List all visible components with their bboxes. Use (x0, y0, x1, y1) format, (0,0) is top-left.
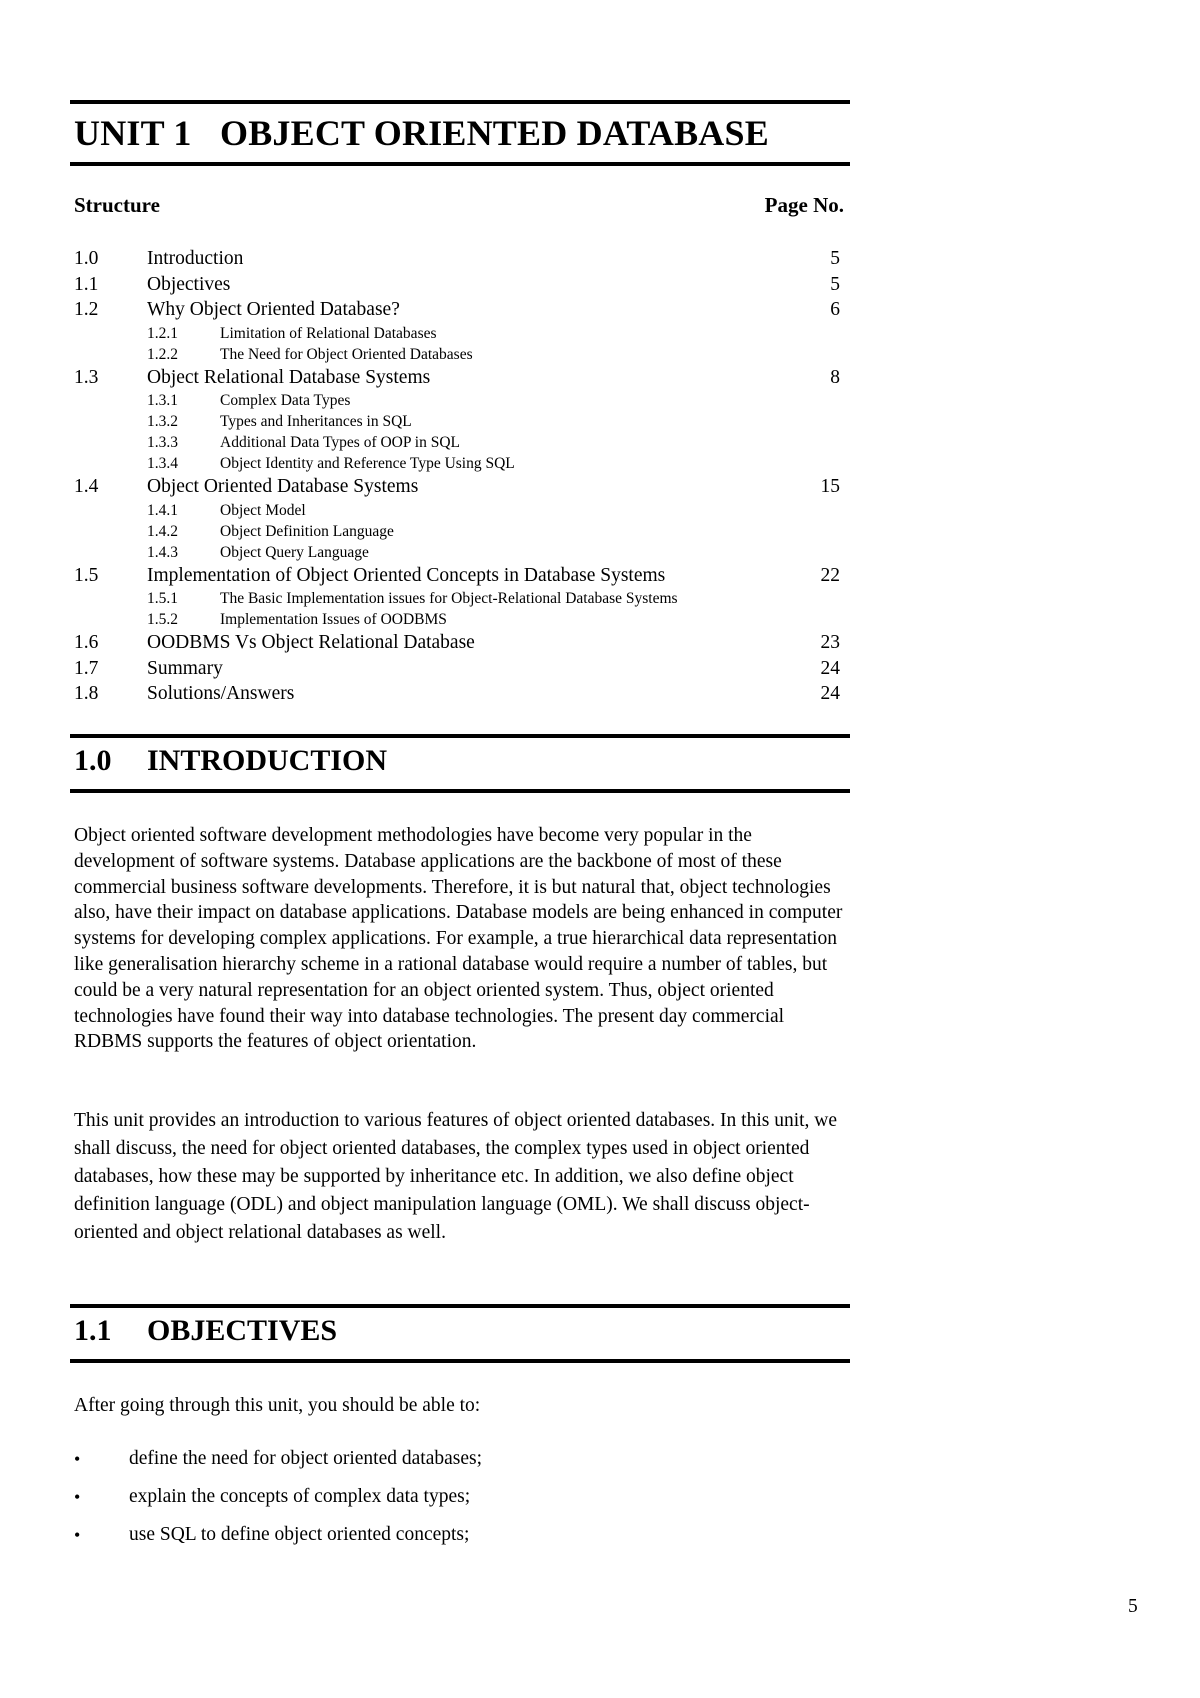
objective-item (74, 1522, 844, 1560)
toc-subentry-title: Object Model (220, 501, 306, 519)
toc-subentry (74, 390, 844, 411)
toc-entry-number: 1.6 (74, 632, 99, 653)
toc-entry (74, 246, 844, 272)
toc-subentry (74, 411, 844, 432)
toc-entry-page: 24 (820, 657, 840, 679)
toc-subentry-title: Limitation of Relational Databases (220, 324, 437, 342)
toc-entry-title: OODBMS Vs Object Relational Database (147, 632, 475, 653)
toc-subentry-title: Object Query Language (220, 543, 369, 561)
toc-entry-number: 1.3 (74, 366, 99, 388)
introduction-heading (74, 744, 387, 778)
toc-subentry-number: 1.3.1 (147, 392, 178, 409)
bullet-icon: • (74, 1525, 81, 1545)
unit-name: OBJECT ORIENTED DATABASE (220, 113, 769, 153)
unit-number: UNIT 1 (74, 113, 192, 153)
toc-subentry (74, 588, 844, 609)
toc-subentry-title: Types and Inheritances in SQL (220, 413, 412, 430)
toc-entry (74, 656, 844, 682)
toc-entry-title: Implementation of Object Oriented Concepts in Database Systems (147, 564, 666, 586)
toc-entry-number: 1.5 (74, 564, 99, 586)
toc-entry-page: 5 (830, 273, 840, 295)
toc-entry-number: 1.0 (74, 248, 99, 269)
structure-label: Structure (74, 193, 160, 217)
toc-entry (74, 681, 844, 707)
unit-title (74, 112, 769, 154)
objectives-heading (74, 1314, 337, 1348)
toc-entry (74, 474, 844, 500)
toc-subentry-title: The Need for Object Oriented Databases (220, 345, 473, 363)
objective-text: explain the concepts of complex data types; (129, 1486, 471, 1507)
toc-entry-number: 1.4 (74, 476, 99, 497)
toc-subentry (74, 500, 844, 521)
toc-subentry-title: Object Definition Language (220, 522, 394, 540)
toc-entry-title: Object Relational Database Systems (147, 366, 431, 388)
toc-subentry-number: 1.3.3 (147, 434, 178, 451)
toc-entry-title: Summary (147, 657, 223, 679)
toc-entry-title: Object Oriented Database Systems (147, 476, 419, 497)
toc-entry-title: Why Object Oriented Database? (147, 299, 400, 320)
objective-text: define the need for object oriented databases; (129, 1448, 483, 1469)
page-no-label: Page No. (764, 193, 844, 217)
objectives-list (74, 1446, 844, 1560)
introduction-bottom-rule (70, 789, 850, 793)
toc-entry (74, 297, 844, 323)
objectives-title: OBJECTIVES (147, 1314, 338, 1347)
toc-subentry-number: 1.4.2 (147, 522, 178, 540)
toc-subentry (74, 432, 844, 453)
unit-title-top-rule (70, 100, 850, 104)
toc-subentry-number: 1.3.4 (147, 455, 178, 472)
toc-subentry-title: Implementation Issues of OODBMS (220, 611, 447, 628)
objective-text: use SQL to define object oriented concepts; (129, 1524, 470, 1545)
toc-subentry (74, 323, 844, 344)
toc-subentry-number: 1.5.2 (147, 611, 178, 628)
toc-subentry (74, 521, 844, 542)
toc-entry-title: Introduction (147, 248, 244, 269)
toc-entry-page: 24 (820, 683, 840, 704)
toc-entry-title: Solutions/Answers (147, 683, 295, 704)
introduction-title: INTRODUCTION (147, 744, 388, 777)
toc-entry-page: 5 (830, 248, 840, 269)
objectives-intro: After going through this unit, you should be able to: (74, 1395, 481, 1416)
objectives-bottom-rule (70, 1359, 850, 1363)
toc-subentry (74, 344, 844, 365)
objective-item (74, 1484, 844, 1522)
toc-entry-number: 1.1 (74, 273, 99, 295)
toc-entry-page: 8 (830, 366, 840, 388)
toc-entry-page: 6 (830, 299, 840, 320)
introduction-number: 1.0 (74, 744, 112, 777)
toc-subentry-title: Additional Data Types of OOP in SQL (220, 434, 461, 451)
toc-subentry-number: 1.5.1 (147, 590, 178, 607)
toc-entry-page: 22 (820, 564, 840, 586)
toc-subentry (74, 542, 844, 563)
toc-entry-title: Objectives (147, 273, 231, 295)
toc-subentry-title: Object Identity and Reference Type Using SQL (220, 455, 515, 472)
bullet-icon: • (74, 1487, 81, 1507)
toc-entry-number: 1.2 (74, 299, 99, 320)
toc-entry (74, 272, 844, 298)
introduction-paragraph-2: This unit provides an introduction to various features of object oriented databases. In this unit, we shall discuss, the need for object oriented databases, the complex types used in object oriented databases, how these may be supported by inheritance etc. In addition, we also define object definition language (ODL) and object manipulation language (OML). We shall discuss object-oriented and object relational databases as well. (74, 1110, 838, 1243)
introduction-top-rule (70, 734, 850, 738)
objectives-number: 1.1 (74, 1314, 112, 1347)
table-of-contents (74, 246, 844, 707)
toc-entry (74, 630, 844, 656)
structure-header (74, 193, 844, 218)
toc-subentry-title: Complex Data Types (220, 392, 351, 409)
toc-subentry (74, 453, 844, 474)
toc-subentry-title: The Basic Implementation issues for Object-Relational Database Systems (220, 590, 678, 607)
introduction-paragraph-1: Object oriented software development methodologies have become very popular in the development of software systems. Database applications are the backbone of most of these commercial business software developments. Therefore, it is but natural that, object technologies also, have their impact on database applications. Database models are being enhanced in computer systems for developing complex applications. For example, a true hierarchical data representation like generalisation hierarchy scheme in a rational database would require a number of tables, but could be a very natural representation for an object oriented system. Thus, object oriented technologies have found their way into database technologies. The present day commercial RDBMS supports the features of object orientation. (74, 825, 843, 1053)
toc-entry (74, 365, 844, 391)
toc-entry-number: 1.8 (74, 683, 99, 704)
toc-entry (74, 563, 844, 589)
toc-subentry (74, 609, 844, 630)
page-number: 5 (1128, 1596, 1138, 1617)
bullet-icon: • (74, 1449, 81, 1469)
unit-title-bottom-rule (70, 162, 850, 166)
toc-subentry-number: 1.2.1 (147, 324, 178, 342)
toc-subentry-number: 1.4.1 (147, 501, 178, 519)
toc-subentry-number: 1.4.3 (147, 543, 178, 561)
objective-item (74, 1446, 844, 1484)
toc-entry-page: 15 (820, 476, 840, 497)
objectives-top-rule (70, 1304, 850, 1308)
toc-entry-page: 23 (820, 632, 840, 653)
toc-subentry-number: 1.2.2 (147, 345, 178, 363)
toc-subentry-number: 1.3.2 (147, 413, 178, 430)
toc-entry-number: 1.7 (74, 657, 99, 679)
